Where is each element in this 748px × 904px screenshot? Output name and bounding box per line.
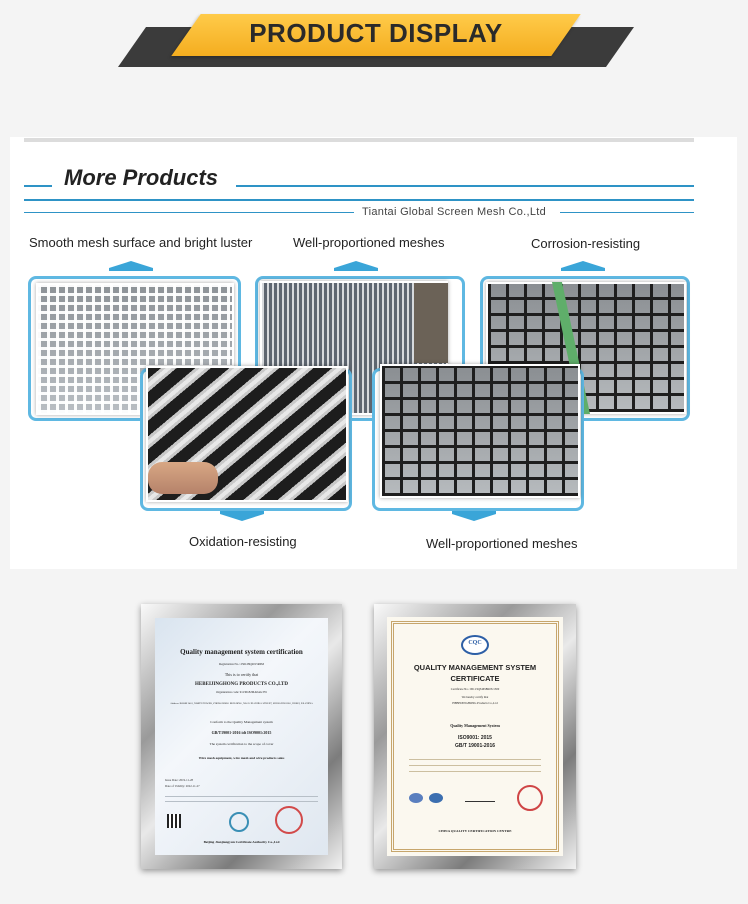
accreditation-logo-icon	[409, 793, 423, 803]
cert2-title-2: CERTIFICATE	[450, 674, 500, 683]
cert1-validity: Date of Validity: 2022-11-27	[165, 784, 200, 788]
feature-caption-oxidation: Oxidation-resisting	[189, 534, 297, 549]
cert2-ms: Quality Management System	[450, 723, 500, 728]
cert2-rule	[409, 771, 541, 772]
cert1-scope: Wire mesh equipment, wire mesh and wire products sales	[198, 756, 285, 760]
cert1-rule	[165, 801, 318, 802]
signature-icon	[465, 789, 495, 802]
cert1-company: HEBEIJINGHONG PRODUCTS CO.,LTD	[195, 682, 288, 687]
title-rule-bottom	[24, 199, 694, 201]
cert2-title-1: QUALITY MANAGEMENT SYSTEM	[413, 663, 537, 672]
cert2-centre: CHINA QUALITY CERTIFICATION CENTRE	[438, 829, 512, 833]
panel-top-bar	[24, 138, 694, 142]
cert2-cert-no: Certificate No.: 00113Q34658R0S/1300	[450, 687, 500, 691]
cert2-certify: We hereby certify that	[461, 695, 489, 699]
arrow-bar	[561, 268, 605, 271]
photo-black-mesh	[380, 364, 580, 498]
cert1-reg-no: Registration No.: 256128Q2015R0M	[219, 662, 264, 666]
cert2-rule	[409, 765, 541, 766]
arrow-bar	[109, 268, 153, 271]
arrow-up-icon	[561, 261, 605, 268]
cqc-logo-text: CQC	[468, 640, 482, 646]
certificate-frame-1	[141, 604, 342, 869]
section-title: More Products	[64, 165, 219, 190]
feature-caption-proportioned: Well-proportioned meshes	[293, 235, 445, 250]
cert1-rule	[165, 796, 318, 797]
arrow-bar	[334, 268, 378, 271]
banner-title: PRODUCT DISPLAY	[249, 18, 503, 48]
cert1-title: Quality management system certification	[180, 648, 303, 656]
cert2-company: HEBEIJINGHONG Products Co.,Ltd	[452, 701, 498, 705]
qr-code-icon	[167, 814, 181, 828]
company-rule-left	[24, 212, 354, 213]
cert2-standard-1: ISO9001: 2015	[458, 735, 492, 741]
feature-caption-corrosion: Corrosion-resisting	[531, 236, 641, 251]
cert1-issuer: Beijing Jianjiangyun Certificate Authority Co.,Ltd	[203, 840, 280, 844]
arrow-up-icon	[334, 261, 378, 268]
cert1-org-code: Organization code: 91130182MA0AG355	[216, 690, 267, 694]
photo-hand	[148, 462, 218, 494]
arrow-down-icon	[220, 514, 264, 521]
cert1-address: Address: ROOM 2401, NORTH TOWER, ZHONGHONG BUILDING, NO.25 XIANHUA STREET, SHIJIAZHUANG, HEBEI, P.R.CHINA	[170, 702, 313, 705]
feature-caption-smooth: Smooth mesh surface and bright luster	[29, 235, 253, 250]
cert1-issue-date: Issue Date: 2019-11-28	[165, 778, 194, 782]
certificate-1-paper	[155, 618, 328, 855]
title-rule-right	[236, 185, 694, 187]
red-stamp-icon	[517, 785, 543, 811]
certificate-2-paper	[387, 617, 563, 856]
cert2-standard-2: GB/T 19001-2016	[454, 743, 496, 749]
arrow-up-icon	[109, 261, 153, 268]
photo-wall	[414, 283, 448, 363]
title-rule-left	[24, 185, 52, 187]
certification-seal-icon	[229, 812, 249, 832]
cert1-conform: Conform to the Quality Management system	[210, 720, 273, 724]
arrow-down-icon	[452, 514, 496, 521]
cert2-rule	[409, 759, 541, 760]
certificate-frame-2	[374, 604, 576, 869]
iaf-logo-icon	[429, 793, 443, 803]
feature-caption-proportioned-2: Well-proportioned meshes	[426, 536, 578, 551]
cert1-scope-intro: The system certification to the scope of cover	[209, 742, 274, 746]
company-name: Tiantai Global Screen Mesh Co.,Ltd	[362, 206, 547, 218]
cert1-certify: This is to certify that	[224, 672, 259, 677]
red-stamp-icon	[275, 806, 303, 834]
company-rule-right	[560, 212, 694, 213]
cert1-standard: GB/T19001-2016 idt ISO9001:2015	[211, 730, 272, 735]
